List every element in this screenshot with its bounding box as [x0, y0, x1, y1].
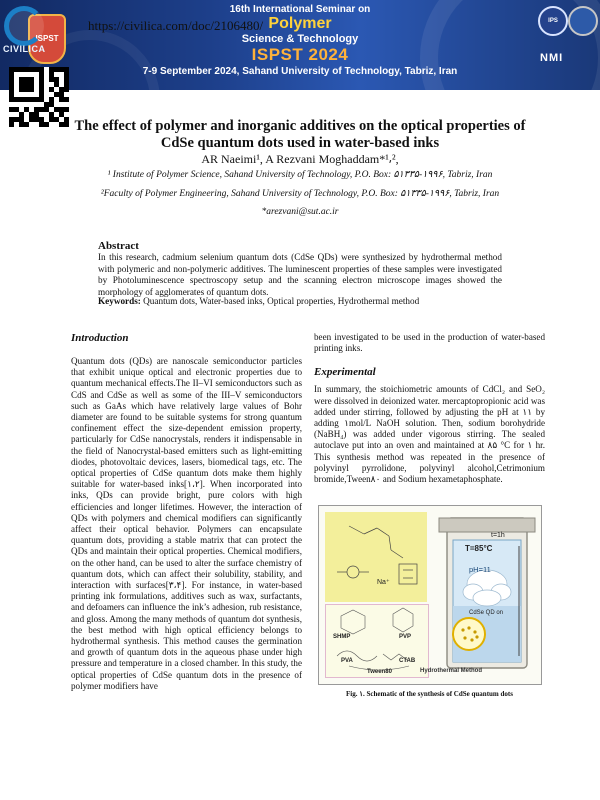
- figure-pva-label: PVA: [341, 658, 353, 664]
- banner-polymer-line: Polymer: [268, 15, 332, 32]
- ips-logo: IPS: [538, 6, 568, 36]
- figure-ph-label: pH=11: [469, 565, 491, 574]
- figure-qd-label: CdSe QD on: [469, 610, 504, 616]
- hydrothermal-method-label: Hydrothermal Method: [420, 668, 483, 674]
- affiliation-1: ¹ Institute of Polymer Science, Sahand University of Technology, P.O. Box: ۵۱۳۳۵-۱۹۹۶, Tabriz, Iran: [107, 170, 493, 180]
- introduction-heading: Introduction: [71, 332, 129, 344]
- figure-time-label: t=1h: [491, 532, 505, 539]
- civilica-logo-text[interactable]: CIVILICA: [3, 44, 46, 54]
- synthesis-schematic-figure: [318, 505, 542, 685]
- nmi-logo: NMI: [540, 52, 564, 64]
- banner-science-line: Science & Technology: [241, 33, 359, 45]
- introduction-continued: been investigated to be used in the production of water-based printing inks.: [314, 332, 545, 354]
- experimental-text: In summary, the stoichiometric amounts of CdCl₂ and SeO₂ were dissolved in deionized water. mercaptopropionic acid was added under stirring, followed by adjusting the pH at ۱۱ by adding ۱mol/L NaOH solution. Then, sodium borohydride (NaBH₄) was added under vigorous stirring. The sealed autoclave put into an oven and maintained at ۸۵ °C for ۱ hr. This synthesis method was repeated in the presence of polyvinyl pyrrolidone, polyvinyl alcohol,Cetrimonium bromide,Tween۸۰ and Sodium hexametaphosphate.: [314, 384, 545, 485]
- abstract-heading: Abstract: [98, 240, 139, 252]
- civilica-logo-icon[interactable]: [4, 6, 44, 46]
- qr-code[interactable]: [9, 67, 69, 127]
- figure-na-label: Na⁺: [377, 579, 390, 586]
- banner-ispst-line: ISPST 2024: [251, 45, 349, 64]
- conference-banner: [0, 0, 600, 90]
- paper-authors: AR Naeimi¹, A Rezvani Moghaddam*¹⸴²,: [201, 152, 399, 166]
- figure-ctab-label: CTAB: [399, 658, 416, 664]
- sahand-logo: [568, 6, 598, 36]
- banner-seminar-line: 16th International Seminar on: [229, 4, 371, 15]
- paper-title: The effect of polymer and inorganic additives on the optical properties of CdSe quantum dots used in water-based inks: [74, 118, 526, 151]
- experimental-heading: Experimental: [314, 366, 376, 379]
- banner-date-line: 7-9 September 2024, Sahand University of Technology, Tabriz, Iran: [142, 66, 458, 77]
- figure-temp-label: T=85°C: [465, 544, 493, 553]
- keywords-label: Keywords:: [98, 296, 141, 306]
- corresponding-email: *arezvani@sut.ac.ir: [261, 207, 339, 217]
- figure-shmp-label: SHMP: [333, 634, 351, 640]
- affiliation-2: ²Faculty of Polymer Engineering, Sahand University of Technology, P.O. Box: ۵۱۳۳۵-۱۹۹۶, Tabriz, Iran: [100, 189, 500, 199]
- introduction-text: Quantum dots (QDs) are nanoscale semiconductor particles that exhibit unique optical and electronic properties due to quantum mechanical effects.The II–VI semiconductors such as CdS and CdSe as well as some of the III–V semiconductors such as GaAs which have relatively large values of Bohr diameter are found to be suitable systems for strong quantum confinement effect the size-dependent emission property, particularly for CdSe nanocrystals, renders it indispensable in the field of Nanocrystal-based emitters such as light-emitting diodes, photovoltaic devices, lasers, biomedical tags, etc. The optical properties of CdSe quantum dots make them highly suitable for water-based inks[۱،۲]. When incorporated into inks, QDs can provide bright, pure colors with high efficiencies and longer lifetimes. However, the interaction of QDs with polymers and chemical modifiers can significantly affect their optical behavior. Polymers can encapsulate quantum dots, providing a stable matrix that can protect the QDs and maintain their optical properties. Chemical modifiers, on the other hand, can be used to alter the surface chemistry of quantum dots, which can affect their solubility, stability, and interaction with surfaces[۳،۴]. For instance, in water-based printing ink formulations, additives such as wax, surfactants, and defoamers can influence the ink’s adhesion, rub resistance, and gloss. Among the many methods of quantum dot synthesis, the best method with high optical efficiency belongs to hydrothermal synthesis. This method causes the germination and growth of quantum dots in the aqueous phase under high pressure and temperature in a closed chamber. In this study, the optical properties of CdSe quantum dots in the presence of polymer modifiers have: [71, 356, 302, 691]
- figure-caption: Fig. ۱. Schematic of the synthesis of CdSe quantum dots: [346, 690, 513, 698]
- document-url[interactable]: https://civilica.com/doc/2106480/: [88, 18, 264, 33]
- right-column: [314, 332, 545, 485]
- figure-tween-label: Tween80: [367, 669, 392, 675]
- keywords-list: Quantum dots, Water-based inks, Optical properties, Hydrothermal method: [143, 296, 420, 306]
- keywords: [98, 296, 502, 306]
- left-column: [71, 332, 302, 692]
- ispst-logo: ISPST: [28, 14, 66, 64]
- figure-pvp-label: PVP: [399, 634, 412, 640]
- abstract-text: In this research, cadmium selenium quantum dots (CdSe QDs) were synthesized by hydrothermal method with polymeric and non-polymeric additives. The luminescent properties of these samples were investigated by Photoluminescence spectroscopy setup and the scanning electron microscope images showed the morphology of agglomerates of quantum dots.: [98, 252, 502, 297]
